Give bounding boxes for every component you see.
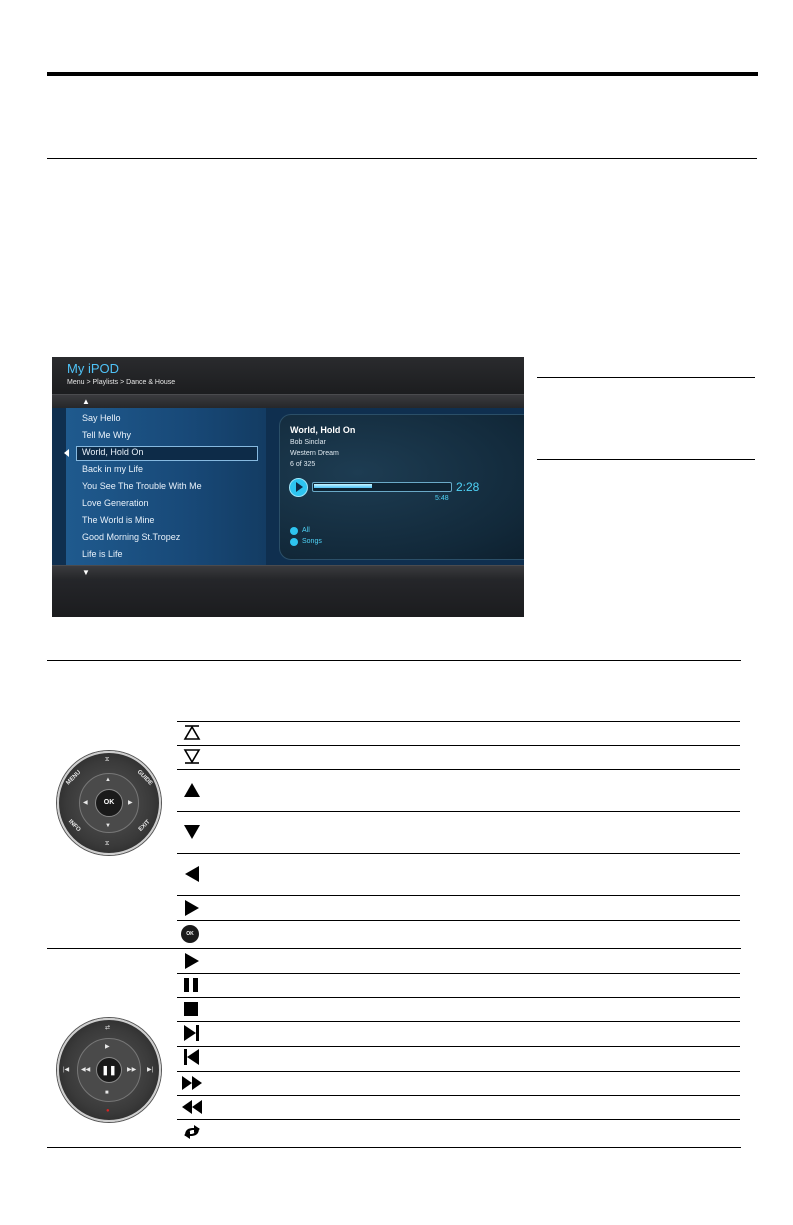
meta-all: All — [302, 527, 310, 534]
scroll-up-bar[interactable] — [52, 394, 524, 409]
exit-label: EXIT — [137, 819, 152, 833]
scroll-up-icon: ▲ — [82, 397, 90, 406]
screen-footer — [52, 579, 524, 617]
row-rule — [177, 1021, 740, 1022]
up-glyph-icon: ▲ — [105, 777, 111, 783]
list-item[interactable]: Good Morning St.Tropez — [82, 532, 181, 542]
table-top-rule — [47, 660, 741, 661]
list-item[interactable]: Tell Me Why — [82, 430, 132, 440]
prev-glyph-icon: |◀ — [63, 1067, 70, 1073]
left-glyph-icon: ◀ — [83, 800, 88, 806]
next-glyph-icon: ▶| — [147, 1067, 154, 1073]
arrow-down-icon — [181, 823, 203, 841]
list-item[interactable]: Love Generation — [82, 498, 149, 508]
ok-button-icon: OK — [181, 925, 199, 943]
progress-fill — [314, 484, 372, 488]
songs-icon — [290, 538, 298, 546]
play-glyph-icon: ▶ — [105, 1044, 110, 1050]
list-item[interactable]: Say Hello — [82, 413, 121, 423]
skip-next-icon — [181, 1024, 203, 1042]
list-item[interactable]: You See The Trouble With Me — [82, 481, 202, 491]
remote-nav-pad-image — [57, 751, 161, 855]
stop-icon — [181, 1000, 203, 1018]
selection-arrow-icon — [64, 449, 69, 457]
row-rule — [177, 721, 740, 722]
arrow-left-icon — [181, 865, 203, 883]
page-up-icon — [181, 724, 203, 742]
screen-header — [52, 357, 524, 394]
list-item[interactable]: The World is Mine — [82, 515, 155, 525]
section-rule — [47, 948, 741, 949]
record-glyph-icon: ● — [106, 1108, 110, 1114]
down-glyph-icon: ▼ — [105, 823, 111, 829]
section-divider — [47, 158, 757, 159]
row-rule — [177, 853, 740, 854]
row-rule — [177, 745, 740, 746]
info-label: INFO — [66, 818, 82, 834]
table-bottom-rule — [47, 1147, 741, 1148]
remote-playback-pad-image — [57, 1018, 161, 1122]
ipod-screen-screenshot — [52, 357, 524, 617]
skip-previous-icon — [181, 1048, 203, 1066]
stop-glyph-icon: ■ — [105, 1090, 109, 1096]
row-rule — [177, 973, 740, 974]
row-rule — [177, 769, 740, 770]
guide-label: GUIDE — [135, 769, 154, 787]
rewind-glyph-icon: ◀◀ — [81, 1067, 91, 1073]
list-item-selected[interactable]: World, Hold On — [82, 447, 144, 457]
elapsed-time: 2:28 — [456, 480, 480, 494]
page-down-glyph-icon: ⧖ — [105, 841, 110, 847]
total-duration: 5:48 — [435, 495, 449, 502]
play-triangle-icon — [296, 482, 303, 492]
all-icon — [290, 527, 298, 535]
arrow-right-icon — [181, 899, 203, 917]
list-item[interactable]: Life is Life — [82, 549, 123, 559]
repeat-icon — [181, 1123, 203, 1141]
meta-songs: Songs — [302, 538, 322, 545]
list-item[interactable]: Back in my Life — [82, 464, 144, 474]
now-playing-album: Western Dream — [290, 450, 339, 457]
repeat-glyph-icon: ⇄ — [105, 1025, 111, 1031]
now-playing-title: World, Hold On — [290, 425, 356, 435]
side-rule-bottom — [537, 459, 755, 460]
now-playing-artist: Bob Sinclar — [290, 439, 326, 446]
ff-glyph-icon: ▶▶ — [127, 1067, 137, 1073]
page-up-glyph-icon: ⧖ — [105, 757, 110, 763]
fast-forward-icon — [181, 1074, 203, 1092]
row-rule — [177, 1071, 740, 1072]
scroll-down-bar[interactable] — [52, 565, 524, 580]
pause-button[interactable]: ❚❚ — [96, 1057, 122, 1083]
menu-label: MENU — [65, 769, 83, 787]
row-rule — [177, 895, 740, 896]
row-rule — [177, 920, 740, 921]
row-rule — [177, 1095, 740, 1096]
row-rule — [177, 1119, 740, 1120]
row-rule — [177, 997, 740, 998]
play-icon — [181, 952, 203, 970]
right-glyph-icon: ▶ — [128, 800, 133, 806]
screen-title: My iPOD — [67, 361, 119, 376]
ok-button[interactable]: OK — [95, 789, 123, 817]
page-down-icon — [181, 747, 203, 765]
header-rule — [47, 72, 758, 76]
row-rule — [177, 811, 740, 812]
row-rule — [177, 1046, 740, 1047]
side-rule-top — [537, 377, 755, 378]
breadcrumb: Menu > Playlists > Dance & House — [67, 379, 176, 386]
scroll-down-icon: ▼ — [82, 568, 90, 577]
rewind-icon — [181, 1098, 203, 1116]
arrow-up-icon — [181, 781, 203, 799]
now-playing-position: 6 of 325 — [290, 461, 316, 468]
pause-icon — [181, 976, 203, 994]
